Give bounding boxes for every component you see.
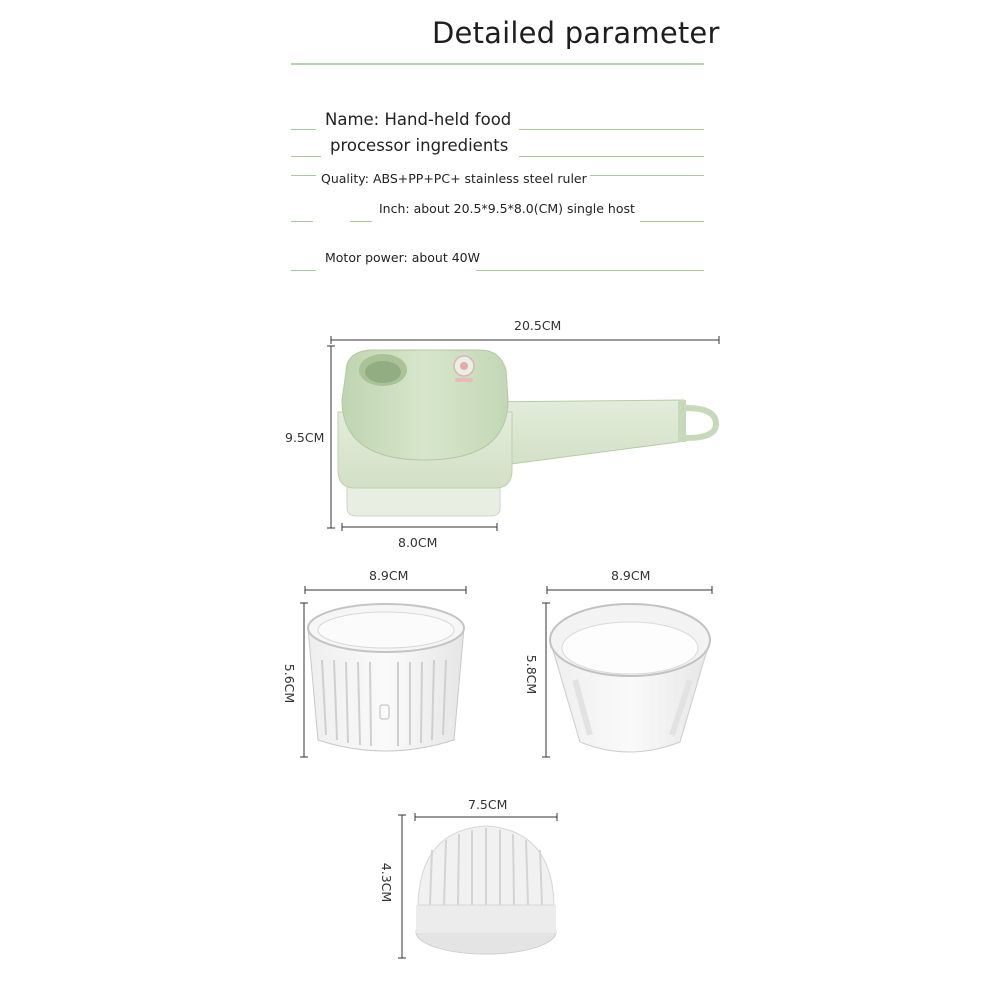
host-base-label: 8.0CM	[398, 535, 438, 550]
spec-name-line1: Name: Hand-held food	[325, 110, 512, 129]
spec-inch: Inch: about 20.5*9.5*8.0(CM) single host	[379, 201, 635, 216]
chopper-bowl-width-dimension	[305, 586, 466, 594]
host-height-label: 9.5CM	[285, 430, 325, 445]
clear-bowl-height-label: 5.8CM	[524, 654, 540, 695]
brush-height-dimension	[398, 815, 406, 958]
clear-bowl-height-dimension	[542, 603, 550, 757]
page-title: Detailed parameter	[432, 16, 720, 50]
host-width-label: 20.5CM	[514, 318, 562, 333]
host-base-dimension	[342, 523, 497, 531]
clear-bowl-width-dimension	[547, 586, 712, 594]
spec-name-line2: processor ingredients	[330, 136, 509, 155]
chopper-bowl-height-label: 5.6CM	[282, 663, 298, 704]
chopper-bowl-height-dimension	[300, 603, 308, 757]
chopper-bowl-width-label: 8.9CM	[369, 568, 409, 583]
brush-head-image	[416, 826, 556, 954]
host-height-dimension	[327, 346, 335, 528]
spec-motor: Motor power: about 40W	[325, 250, 480, 265]
brush-width-label: 7.5CM	[468, 797, 508, 812]
host-width-dimension	[331, 336, 719, 344]
chopper-bowl-image	[308, 604, 464, 751]
host-device-image	[338, 350, 716, 516]
brush-width-dimension	[415, 813, 557, 821]
spec-quality: Quality: ABS+PP+PC+ stainless steel ruler	[321, 171, 587, 186]
brush-height-label: 4.3CM	[379, 862, 395, 903]
clear-bowl-image	[550, 604, 710, 752]
clear-bowl-width-label: 8.9CM	[611, 568, 651, 583]
